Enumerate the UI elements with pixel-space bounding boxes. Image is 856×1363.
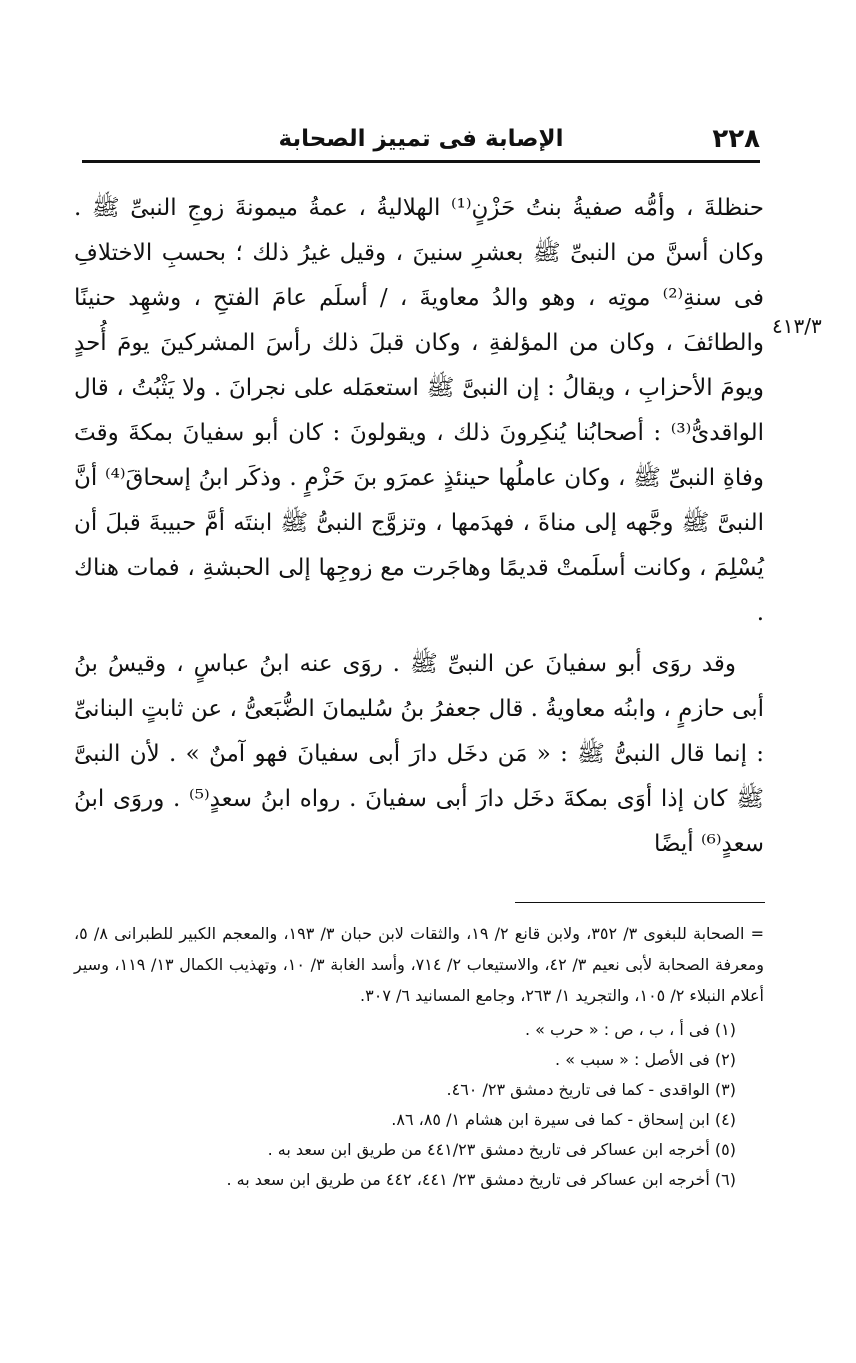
footnote-continuation: = الصحابة للبغوى ٣/ ٣٥٢، ولابن قانع ٢/ ١٩، والثقات لابن حبان ٣/ ١٩٣، والمعجم الكبير للطبرانى ٨/ ٥، ومعرفة الصحابة لأبى نعيم ٣/ ٤٢، والاستيعاب ٢/ ٧١٤، وأسد الغابة ٣/ ١٠، وتهذيب الكمال ١٣/ ١١٩، وسير أعلام النبلاء ٢/ ١٠٥، والتجريد ١/ ٢٦٣، وجامع المسانيد ٦/ ٣٠٧. <box>74 924 765 1005</box>
paragraph: حنظلةَ ، وأمُّه صفيةُ بنتُ حَزْنٍ⁽¹⁾ الهلاليةُ ، عمةُ ميمونةَ زوجِ النبىِّ ﷺ . وكان أسنَّ من النبىِّ ﷺ بعشرِ سنينَ ، وقيل غيرُ ذلك ؛ بحسبِ الاختلافِ فى سنةِ⁽²⁾ موتِه ، وهو والدُ معاويةَ ، / أسلَم عامَ الفتحِ ، وشهِد حنينًا والطائفَ ، وكان من المؤلفةِ ، وكان قبلَ ذلك رأسَ المشركينَ يومَ أُحدٍ ويومَ الأحزابِ ، ويقالُ : إن النبىَّ ﷺ استعمَله على نجرانَ . ولا يَثْبُتُ ، قال الواقدىُّ⁽³⁾ : أصحابُنا يُنكِرونَ ذلك ، ويقولونَ : كان أبو سفيانَ بمكةَ وقتَ وفاةِ النبىِّ ﷺ ، وكان عاملُها حينئذٍ عمرَو بنَ حَزْمٍ . وذكَر ابنُ إسحاقَ⁽⁴⁾ أنَّ النبىَّ ﷺ وجَّهه إلى مناةَ ، فهدَمها ، وتزوَّج النبىُّ ﷺ ابنتَه أمَّ حبيبةَ قبلَ أن يُسْلِمَ ، وكانت أسلَمتْ قديمًا وهاجَرت مع زوجِها إلى الحبشةِ ، فمات هناك . <box>74 195 765 626</box>
running-title: الإصابة فى تمييز الصحابة <box>278 126 564 152</box>
footnote-item: (٥) أخرجه ابن عساكر فى تاريخ دمشق ٤٤١/٢٣ من طريق ابن سعد به . <box>267 1140 736 1159</box>
page-header <box>82 118 760 162</box>
main-text <box>74 186 764 867</box>
paragraph: وقد روَى أبو سفيانَ عن النبىِّ ﷺ . روَى عنه ابنُ عباسٍ ، وقيسُ بنُ أبى حازمٍ ، وابنُه معاويةُ . قال جعفرُ بنُ سُليمانَ الضُّبَعىُّ ، عن ثابتٍ البنانىِّ : إنما قال النبىُّ ﷺ : « مَن دخَل دارَ أبى سفيانَ فهو آمنٌ » . لأن النبىَّ ﷺ كان إذا أوَى بمكةَ دخَل دارَ أبى سفيانَ . رواه ابنُ سعدٍ⁽⁵⁾ . وروَى ابنُ سعدٍ⁽⁶⁾ أيضًا <box>74 651 764 857</box>
footnote-item: (٢) فى الأصل : « سبب » . <box>555 1050 736 1069</box>
header-divider <box>82 160 760 163</box>
footnote-item: (٤) ابن إسحاق - كما فى سيرة ابن هشام ١/ ٨٥، ٨٦. <box>391 1110 736 1129</box>
footnote-item: (١) فى أ ، ب ، ص : « حرب » . <box>524 1020 736 1039</box>
footnote-divider <box>515 902 765 903</box>
page-number: ٢٢٨ <box>712 124 760 154</box>
margin-reference: ٤١٣/٣ <box>772 314 822 338</box>
footnote-list <box>74 1015 764 1195</box>
footnote-item: (٣) الواقدى - كما فى تاريخ دمشق ٢٣/ ٤٦٠. <box>446 1080 736 1099</box>
footnotes <box>74 918 764 1195</box>
footnote-item: (٦) أخرجه ابن عساكر فى تاريخ دمشق ٢٣/ ٤٤١، ٤٤٢ من طريق ابن سعد به . <box>226 1170 736 1189</box>
